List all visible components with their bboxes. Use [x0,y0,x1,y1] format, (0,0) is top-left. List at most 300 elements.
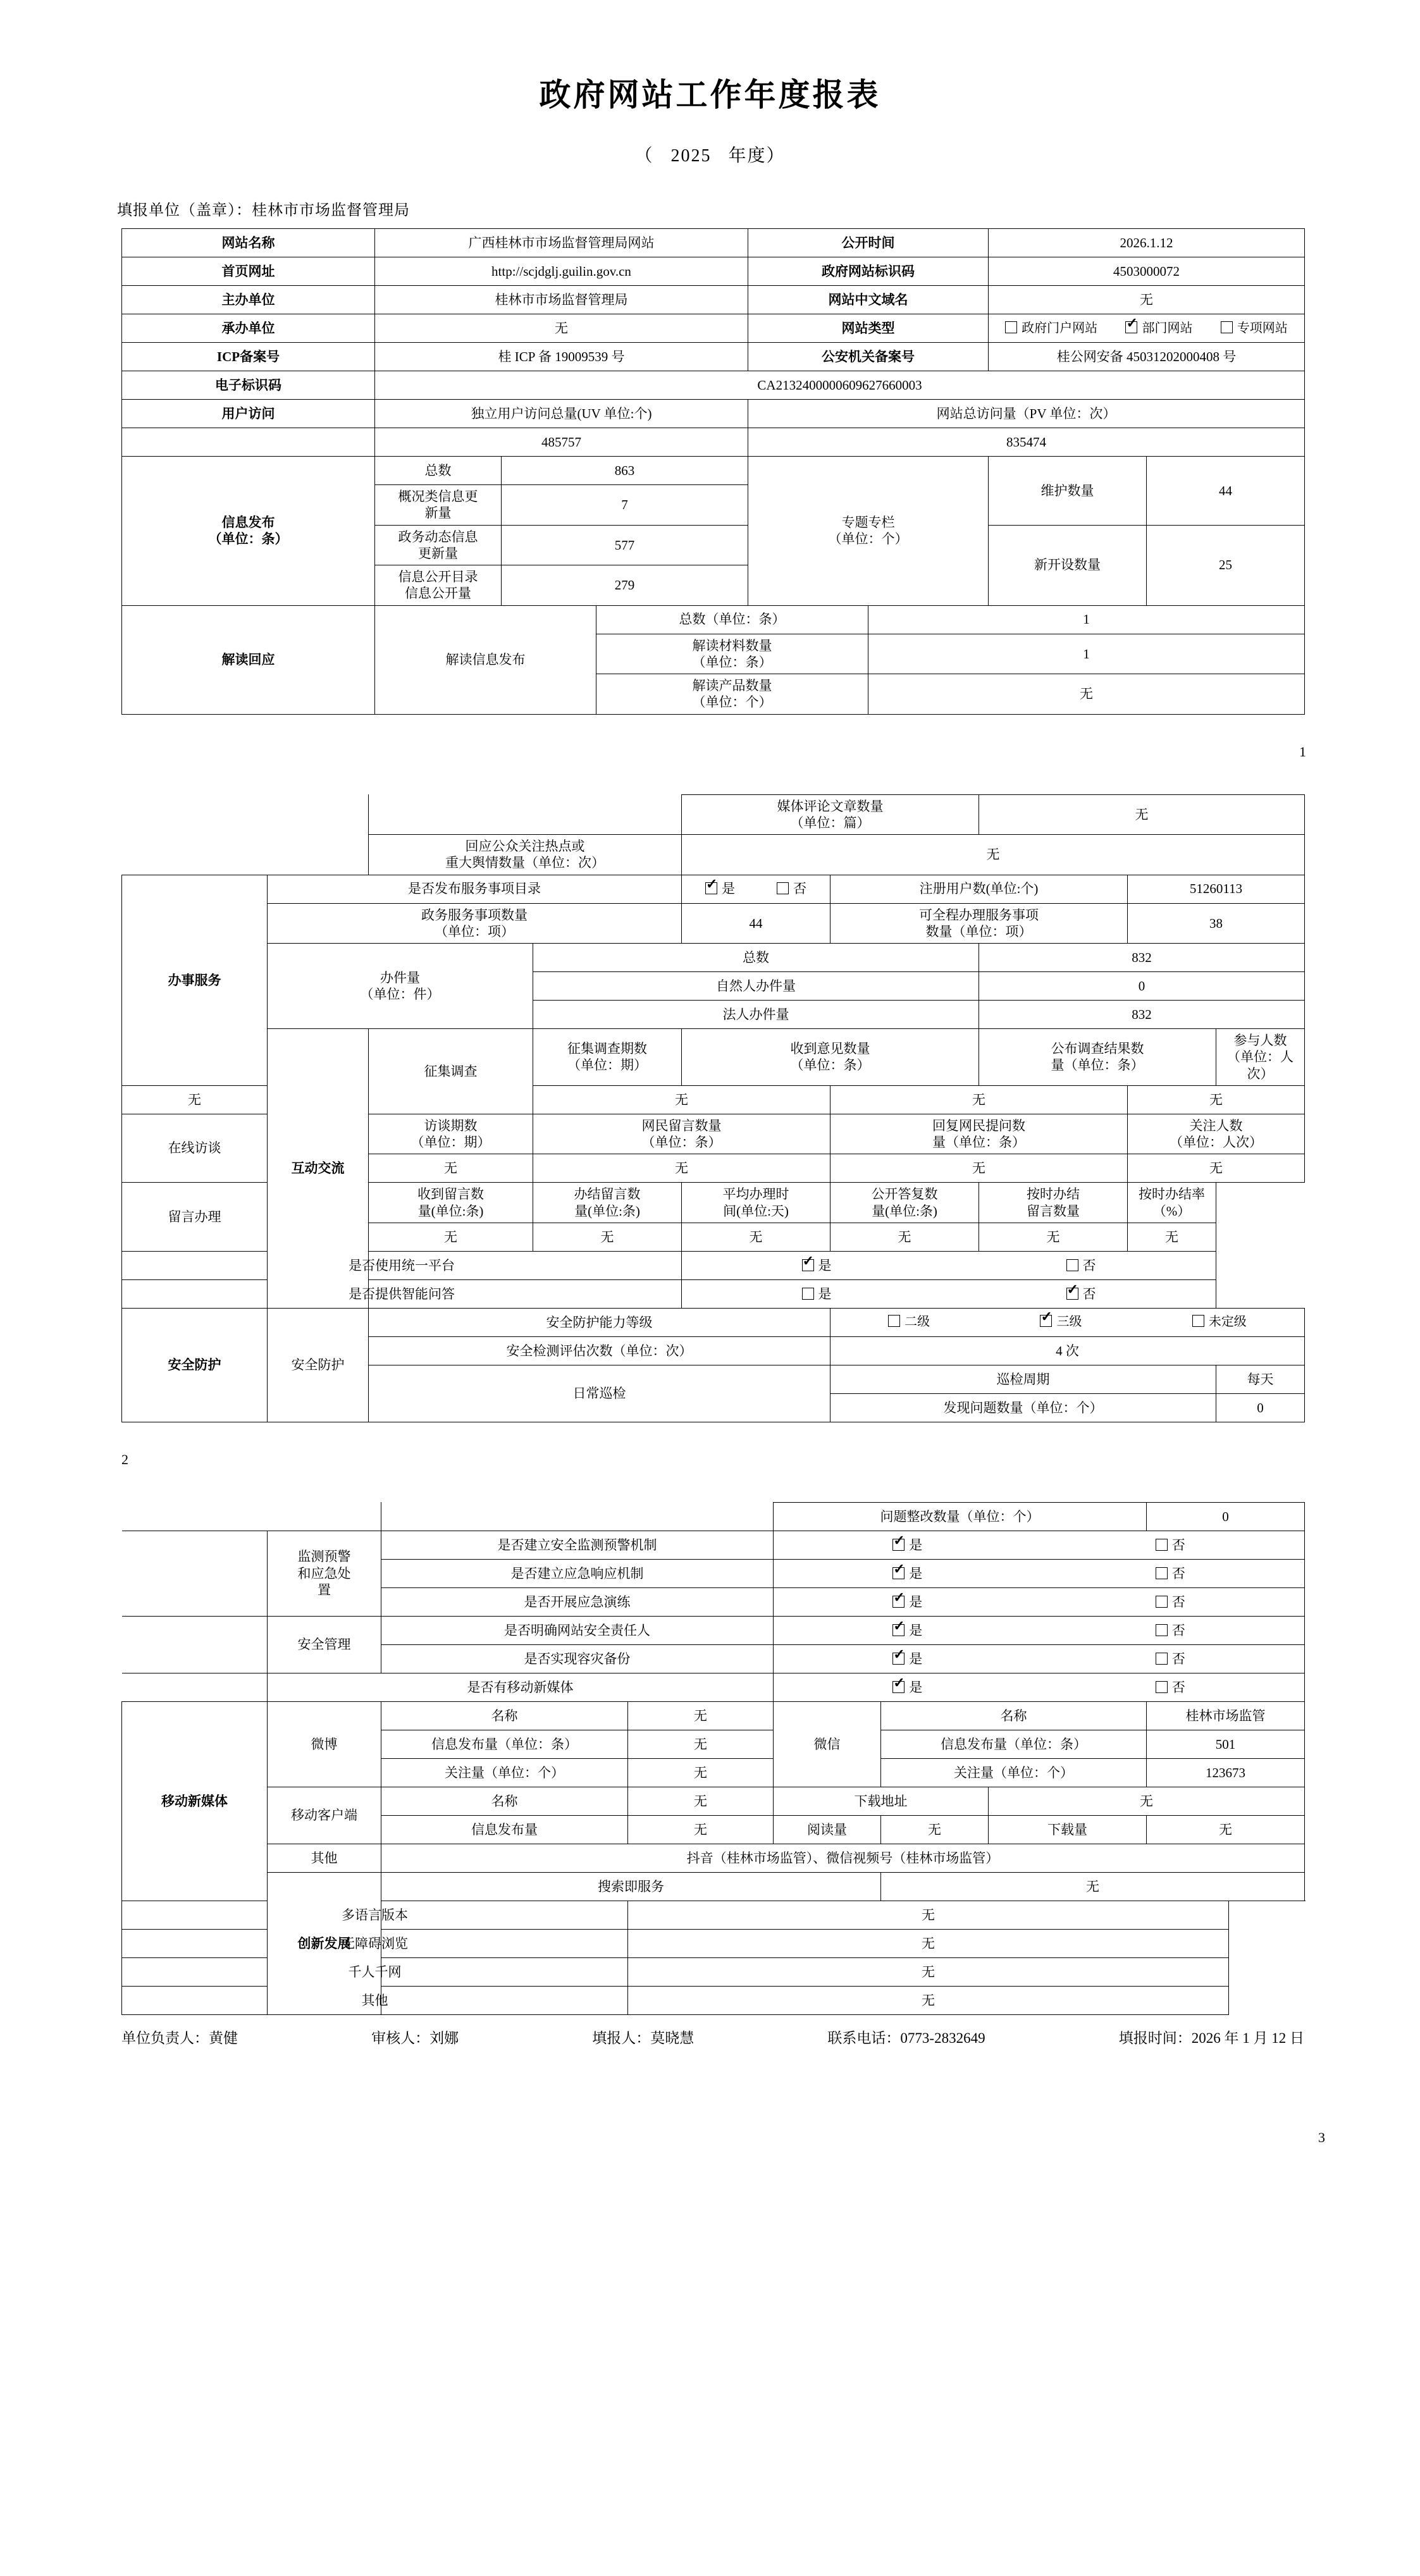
table-row [122,1029,1305,1086]
interview-messages-label-l1: 网民留言数量 [641,1118,722,1133]
checkbox-icon[interactable] [802,1288,814,1300]
app-download-url-label: 下载地址 [774,1787,989,1815]
host-unit-label: 主办单位 [122,286,375,314]
table-service-interaction [121,794,1305,1422]
interview-followers-label [1128,1114,1305,1154]
innovation-section-label: 创新发展 [268,1872,381,2014]
table-row [122,1986,1305,2014]
checkbox-icon[interactable] [1156,1624,1168,1636]
security-check-value: 4 次 [830,1336,1305,1365]
checkbox-checked-icon[interactable] [1040,1315,1052,1327]
checkbox-checked-icon[interactable] [1125,321,1137,333]
security-section-label: 安全防护 [122,1308,268,1422]
filler-person-value: 莫晓慧 [650,2030,695,2046]
phone-value: 0773-2832649 [900,2030,985,2046]
app-downloads-label: 下载量 [989,1815,1147,1844]
checkbox-checked-icon[interactable] [1066,1288,1078,1300]
mobile-app-label: 移动客户端 [268,1787,381,1844]
survey-participants-label-l1: 参与人数 [1233,1033,1287,1048]
daily-inspection-label: 日常巡检 [369,1365,830,1422]
respond-hotspot-value: 无 [682,835,1305,875]
icp-label: ICP备案号 [122,343,375,371]
wechat-name-label: 名称 [881,1701,1147,1730]
home-url-value: http://scjdglj.guilin.gov.cn [375,257,748,286]
checkbox-icon[interactable] [1192,1315,1204,1327]
survey-results-label-l2: 量（单位：条） [1051,1057,1144,1073]
filler-unit-line [117,197,1420,219]
secmgmt-row-0-no[interactable] [1156,1622,1185,1639]
checkbox-icon[interactable] [1156,1539,1168,1551]
monitor-warning-label-l2: 和应急处 [297,1565,351,1581]
security-level-2[interactable] [888,1314,930,1330]
survey-opinions-label-l2: （单位：条） [790,1057,870,1073]
subtitle-close: 年度） [728,146,786,166]
filler-person-label: 填报人： [592,2030,651,2046]
interpret-total-value: 1 [868,605,1305,634]
table-row [122,1279,1305,1308]
checkbox-icon[interactable] [1221,321,1233,333]
interpret-publish-label: 解读信息发布 [375,605,596,714]
affairs-update-label [375,525,502,565]
media-comment-value: 无 [979,794,1305,835]
checkbox-checked-icon[interactable] [892,1567,904,1579]
signature-footer [121,2026,1304,2047]
monitor-row-0-no[interactable] [1156,1537,1185,1553]
security-check-label: 安全检测评估次数（单位：次） [369,1336,830,1365]
new-open-count-value: 25 [1147,525,1305,605]
handle-count-label [268,944,533,1029]
checkbox-checked-icon[interactable] [892,1539,904,1551]
overview-update-value: 7 [502,485,748,526]
survey-opinions-label-l1: 收到意见数量 [790,1041,870,1057]
smart-qa-label: 是否提供智能问答 [122,1279,682,1308]
publish-total-value: 863 [502,457,748,485]
page-subtitle [0,142,1420,167]
home-url-label: 首页网址 [122,257,375,286]
innovate-row-4-value: 无 [628,1986,1229,2014]
message-ontime-count-value: 无 [979,1223,1128,1251]
message-received-label-l2: 量(单位:条) [417,1203,484,1219]
overview-update-label [375,485,502,526]
message-ontime-rate-label [1128,1183,1216,1223]
monitor-row-2-yes-label: 是 [909,1594,923,1610]
message-ontime-rate-label-l2: （%） [1152,1203,1191,1219]
interview-label: 在线访谈 [122,1114,268,1183]
site-type-option-special[interactable] [1221,321,1288,336]
table-row [122,605,1305,634]
service-catalog-label: 是否发布服务事项目录 [268,875,682,903]
message-closed-value: 无 [533,1223,682,1251]
page-number-3: 3 [1318,2129,1325,2145]
interview-periods-label-l1: 访谈期数 [424,1118,478,1133]
catalog-publish-value: 279 [502,565,748,606]
checkbox-icon[interactable] [1005,321,1017,333]
checkbox-icon[interactable] [777,882,789,894]
message-ontime-count-label-l2: 留言数量 [1027,1203,1080,1219]
uv-value: 485757 [375,428,748,457]
secmgmt-row-0-options [774,1616,1305,1644]
survey-results-label [979,1029,1216,1086]
checkbox-checked-icon[interactable] [802,1259,814,1271]
weibo-fans-value: 无 [628,1758,774,1787]
site-type-option-special-label: 专项网站 [1237,321,1288,335]
handle-total-value: 832 [979,944,1305,972]
has-new-media-no-label: 否 [1171,1679,1185,1695]
other-media-value: 抖音（桂林市场监管）、微信视频号（桂林市场监管） [381,1844,1305,1872]
interview-replies-value: 无 [830,1154,1128,1183]
innovate-row-2-value: 无 [628,1929,1229,1957]
interview-periods-value: 无 [369,1154,533,1183]
secmgmt-row-0-no-label: 否 [1171,1622,1185,1638]
media-comment-label-l1: 媒体评论文章数量 [777,798,884,814]
site-type-option-department-label: 部门网站 [1142,321,1193,335]
monitor-row-1-no[interactable] [1156,1565,1185,1582]
table-row [122,314,1305,343]
message-ontime-rate-label-l1: 按时办结率 [1139,1186,1205,1202]
leader-value: 黄健 [209,2030,238,2046]
weibo-fans-label: 关注量（单位：个） [381,1758,628,1787]
table-row [122,1616,1305,1644]
survey-participants-label [1216,1029,1305,1086]
table-row [122,371,1305,400]
leader-label: 单位负责人： [121,2030,209,2046]
survey-results-value: 无 [830,1085,1128,1114]
handle-natural-value: 0 [979,972,1305,1001]
online-service-label-l2: 数量（单位：项） [925,923,1032,939]
innovate-row-0-value: 无 [881,1872,1305,1901]
innovate-row-2-label: 无障碍浏览 [122,1929,628,1957]
site-type-options [989,314,1305,343]
site-type-option-department[interactable] [1125,321,1192,336]
security-management-label: 安全管理 [268,1616,381,1673]
monitor-warning-label [268,1531,381,1616]
service-section-label: 办事服务 [122,875,268,1085]
pv-label: 网站总访问量（PV 单位：次） [748,400,1305,428]
smart-qa-no[interactable] [1066,1286,1096,1302]
registered-user-value: 51260113 [1128,875,1305,903]
table-basic-info [121,228,1305,715]
public-time-value: 2026.1.12 [989,229,1305,257]
table-row [122,1844,1305,1872]
table-row [122,903,1305,944]
ecode-label: 电子标识码 [122,371,375,400]
interview-periods-label [369,1114,533,1154]
user-visit-label-spacer [122,428,375,457]
weibo-publish-label: 信息发布量（单位：条） [381,1730,628,1758]
maintain-count-value: 44 [1147,457,1305,526]
message-closed-label-l1: 办结留言数 [574,1186,641,1202]
service-catalog-options [682,875,830,903]
interview-replies-label [830,1114,1128,1154]
unified-platform-yes[interactable] [802,1257,832,1274]
inspection-cycle-value: 每天 [1216,1365,1305,1393]
app-name-value: 无 [628,1787,774,1815]
monitor-row-2-options [774,1587,1305,1616]
security-level-none[interactable] [1192,1314,1247,1330]
has-new-media-yes[interactable] [892,1679,922,1696]
message-avgtime-label [682,1183,830,1223]
filler-unit-value: 桂林市市场监督管理局 [252,202,410,219]
innovate-row-1-label: 多语言版本 [122,1901,628,1929]
table-row [122,835,1305,875]
monitor-row-1-yes-label: 是 [909,1565,923,1581]
app-publish-value: 无 [628,1815,774,1844]
monitor-warning-label-l3: 置 [318,1582,331,1598]
checkbox-icon[interactable] [888,1315,900,1327]
user-visit-label: 用户访问 [122,400,375,428]
site-name-value: 广西桂林市市场监督管理局网站 [375,229,748,257]
respond-hotspot-label [369,835,682,875]
table-row [122,1701,1305,1730]
survey-opinions-label [682,1029,979,1086]
interaction-section-label: 互动交流 [268,1029,369,1309]
interpret-total-label: 总数（单位：条） [596,605,868,634]
message-public-reply-value: 无 [830,1223,979,1251]
checkbox-checked-icon[interactable] [705,882,717,894]
respond-hotspot-label-l1: 回应公众关注热点或 [465,839,585,854]
wechat-publish-value: 501 [1147,1730,1305,1758]
table-row [122,944,1305,972]
new-open-count-label: 新开设数量 [989,525,1147,605]
monitor-row-0-no-label: 否 [1171,1537,1185,1553]
monitor-row-0-yes[interactable] [892,1537,922,1553]
message-ontime-rate-value: 无 [1128,1223,1216,1251]
secmgmt-row-0-yes-label: 是 [909,1622,923,1638]
unified-platform-no-label: 否 [1082,1257,1096,1273]
catalog-publish-label-l1: 信息公开目录 [398,569,478,584]
innovate-row-3-label: 千人千网 [122,1957,628,1986]
handle-count-label-l2: （单位：件） [360,987,440,1002]
wechat-fans-label: 关注量（单位：个） [881,1758,1147,1787]
app-name-label: 名称 [381,1787,628,1815]
unified-platform-label: 是否使用统一平台 [122,1251,682,1279]
interpret-material-value: 1 [868,634,1305,674]
security-level-label: 安全防护能力等级 [369,1308,830,1336]
leader-field [121,2026,238,2047]
wechat-label: 微信 [774,1701,881,1787]
has-new-media-label: 是否有移动新媒体 [268,1673,774,1701]
has-new-media-no[interactable] [1156,1679,1185,1696]
security-sub-label: 安全防护 [268,1308,369,1422]
service-count-label [268,903,682,944]
app-read-label: 阅读量 [774,1815,881,1844]
smart-qa-yes-label: 是 [818,1286,832,1302]
site-type-option-portal[interactable] [1005,321,1097,336]
checkbox-icon[interactable] [1156,1596,1168,1608]
police-filing-value: 桂公网安备 45031202000408 号 [989,343,1305,371]
service-catalog-yes[interactable] [705,880,735,897]
monitor-row-2-label: 是否开展应急演练 [381,1587,774,1616]
service-count-value: 44 [682,903,830,944]
monitor-warning-label-l1: 监测预警 [297,1549,351,1565]
online-service-label [830,903,1128,944]
security-level-2-label: 二级 [904,1315,930,1329]
secmgmt-row-1-no-label: 否 [1171,1651,1185,1667]
icp-value: 桂 ICP 备 19009539 号 [375,343,748,371]
site-type-label: 网站类型 [748,314,989,343]
table-row [122,1787,1305,1815]
monitor-row-2-no[interactable] [1156,1594,1185,1610]
info-publish-label-l2: （单位：条） [208,531,288,547]
fix-issues-value: 0 [1147,1502,1305,1531]
smart-qa-yes[interactable] [802,1286,832,1302]
found-issues-label: 发现问题数量（单位：个） [830,1393,1216,1422]
public-time-label: 公开时间 [748,229,989,257]
site-id-value: 4503000072 [989,257,1305,286]
interpret-material-label [596,634,868,674]
checkbox-icon[interactable] [1156,1681,1168,1693]
weibo-label: 微博 [268,1701,381,1787]
checkbox-checked-icon[interactable] [892,1624,904,1636]
message-avgtime-label-l2: 间(单位:天) [723,1203,789,1219]
info-publish-label [122,457,375,606]
affairs-update-label-l2: 更新量 [418,545,458,561]
interview-followers-label-l2: （单位：人次） [1170,1135,1263,1150]
secmgmt-row-0-yes[interactable] [892,1622,922,1639]
secmgmt-row-1-options [774,1644,1305,1673]
chinese-domain-label: 网站中文域名 [748,286,989,314]
auditor-label: 审核人： [371,2030,430,2046]
interview-messages-label [533,1114,830,1154]
unified-platform-no[interactable] [1066,1257,1096,1274]
smart-qa-options [682,1279,1216,1308]
interpret-product-label-l2: （单位：个） [692,694,772,710]
publish-total-label: 总数 [375,457,502,485]
handle-legal-label: 法人办件量 [533,1001,979,1029]
undertake-unit-label: 承办单位 [122,314,375,343]
table-row [122,257,1305,286]
checkbox-checked-icon[interactable] [892,1653,904,1665]
new-media-section-label: 移动新媒体 [122,1701,268,1901]
interview-messages-value: 无 [533,1154,830,1183]
table-row [122,343,1305,371]
service-count-label-l1: 政务服务事项数量 [421,907,528,923]
media-comment-label [682,794,979,835]
page-title: 政府网站工作年度报表 [539,77,881,113]
report-year: 2025 [670,146,712,166]
table-row [122,229,1305,257]
security-level-none-label: 未定级 [1208,1315,1247,1329]
handle-natural-label: 自然人办件量 [533,972,979,1001]
innovate-row-1-value: 无 [628,1901,1229,1929]
service-count-label-l2: （单位：项） [435,923,514,939]
weibo-name-label: 名称 [381,1701,628,1730]
monitor-row-1-options [774,1559,1305,1587]
site-id-label: 政府网站标识码 [748,257,989,286]
unified-platform-yes-label: 是 [818,1257,832,1273]
service-catalog-yes-label: 是 [722,881,735,897]
interpret-product-label [596,674,868,715]
host-unit-value: 桂林市市场监督管理局 [375,286,748,314]
monitor-row-2-yes[interactable] [892,1594,922,1610]
has-new-media-yes-label: 是 [909,1679,923,1695]
smart-qa-no-label: 否 [1082,1286,1096,1302]
survey-opinions-value: 无 [533,1085,830,1114]
pv-value: 835474 [748,428,1305,457]
checkbox-icon[interactable] [1156,1653,1168,1665]
chinese-domain-value: 无 [989,286,1305,314]
secmgmt-row-1-label: 是否实现容灾备份 [381,1644,774,1673]
message-received-label [369,1183,533,1223]
app-downloads-value: 无 [1147,1815,1305,1844]
message-avgtime-value: 无 [682,1223,830,1251]
survey-periods-label [533,1029,682,1086]
checkbox-icon[interactable] [1066,1259,1078,1271]
interpret-material-label-l2: （单位：条） [692,654,772,670]
online-service-label-l1: 可全程办理服务事项 [919,907,1039,923]
interpret-response-label: 解读回应 [122,605,375,714]
online-service-value: 38 [1128,903,1305,944]
site-name-label: 网站名称 [122,229,375,257]
overview-update-label-l1: 概况类信息更 [398,489,478,504]
secmgmt-row-1-yes-label: 是 [909,1651,923,1667]
auditor-field [371,2026,459,2047]
weibo-publish-value: 无 [628,1730,774,1758]
monitor-row-1-yes[interactable] [892,1565,922,1582]
filler-field [592,2026,694,2047]
innovate-row-0-label: 搜索即服务 [381,1872,881,1901]
catalog-publish-label [375,565,502,606]
auditor-value: 刘娜 [429,2030,459,2046]
survey-periods-label-l2: （单位：期） [567,1057,647,1073]
table-row [122,457,1305,485]
page-number-1: 1 [1299,743,1306,760]
document-page [0,70,1420,2576]
interview-followers-label-l1: 关注人数 [1189,1118,1243,1133]
interview-replies-label-l1: 回复网民提问数 [932,1118,1025,1133]
interpret-product-label-l1: 解读产品数量 [692,678,772,693]
special-column-label-l2: （单位：个） [828,531,908,547]
checkbox-checked-icon[interactable] [892,1681,904,1693]
fix-issues-label: 问题整改数量（单位：个） [774,1502,1147,1531]
checkbox-icon[interactable] [1156,1567,1168,1579]
weibo-name-value: 无 [628,1701,774,1730]
table-row [122,1251,1305,1279]
message-received-value: 无 [369,1223,533,1251]
found-issues-value: 0 [1216,1393,1305,1422]
secmgmt-row-1-yes[interactable] [892,1651,922,1667]
app-download-url-value: 无 [989,1787,1305,1815]
interview-messages-label-l2: （单位：条） [641,1135,722,1150]
interview-replies-label-l2: 量（单位：条） [932,1135,1025,1150]
checkbox-checked-icon[interactable] [892,1596,904,1608]
table-row [122,1957,1305,1986]
table-row [122,400,1305,428]
wechat-name-value: 桂林市场监管 [1147,1701,1305,1730]
survey-periods-value: 无 [122,1085,268,1114]
security-level-3[interactable] [1040,1314,1082,1330]
message-public-reply-label-l2: 量(单位:条) [872,1203,937,1219]
monitor-row-0-label: 是否建立安全监测预警机制 [381,1531,774,1559]
phone-field [827,2026,985,2047]
innovate-row-4-label: 其他 [122,1986,628,2014]
subtitle-open-paren: （ [634,146,654,166]
service-catalog-no[interactable] [777,880,806,897]
filler-unit-label: 填报单位（盖章）： [117,202,252,219]
inspection-cycle-label: 巡检周期 [830,1365,1216,1393]
secmgmt-row-1-no[interactable] [1156,1651,1185,1667]
wechat-publish-label: 信息发布量（单位：条） [881,1730,1147,1758]
app-publish-label: 信息发布量 [381,1815,628,1844]
message-public-reply-label-l1: 公开答复数 [871,1186,938,1202]
table-row [122,428,1305,457]
security-level-options [830,1308,1305,1336]
secmgmt-row-0-label: 是否明确网站安全责任人 [381,1616,774,1644]
app-read-value: 无 [881,1815,989,1844]
handle-legal-value: 832 [979,1001,1305,1029]
site-type-option-portal-label: 政府门户网站 [1022,321,1098,335]
table-row [122,1673,1305,1701]
